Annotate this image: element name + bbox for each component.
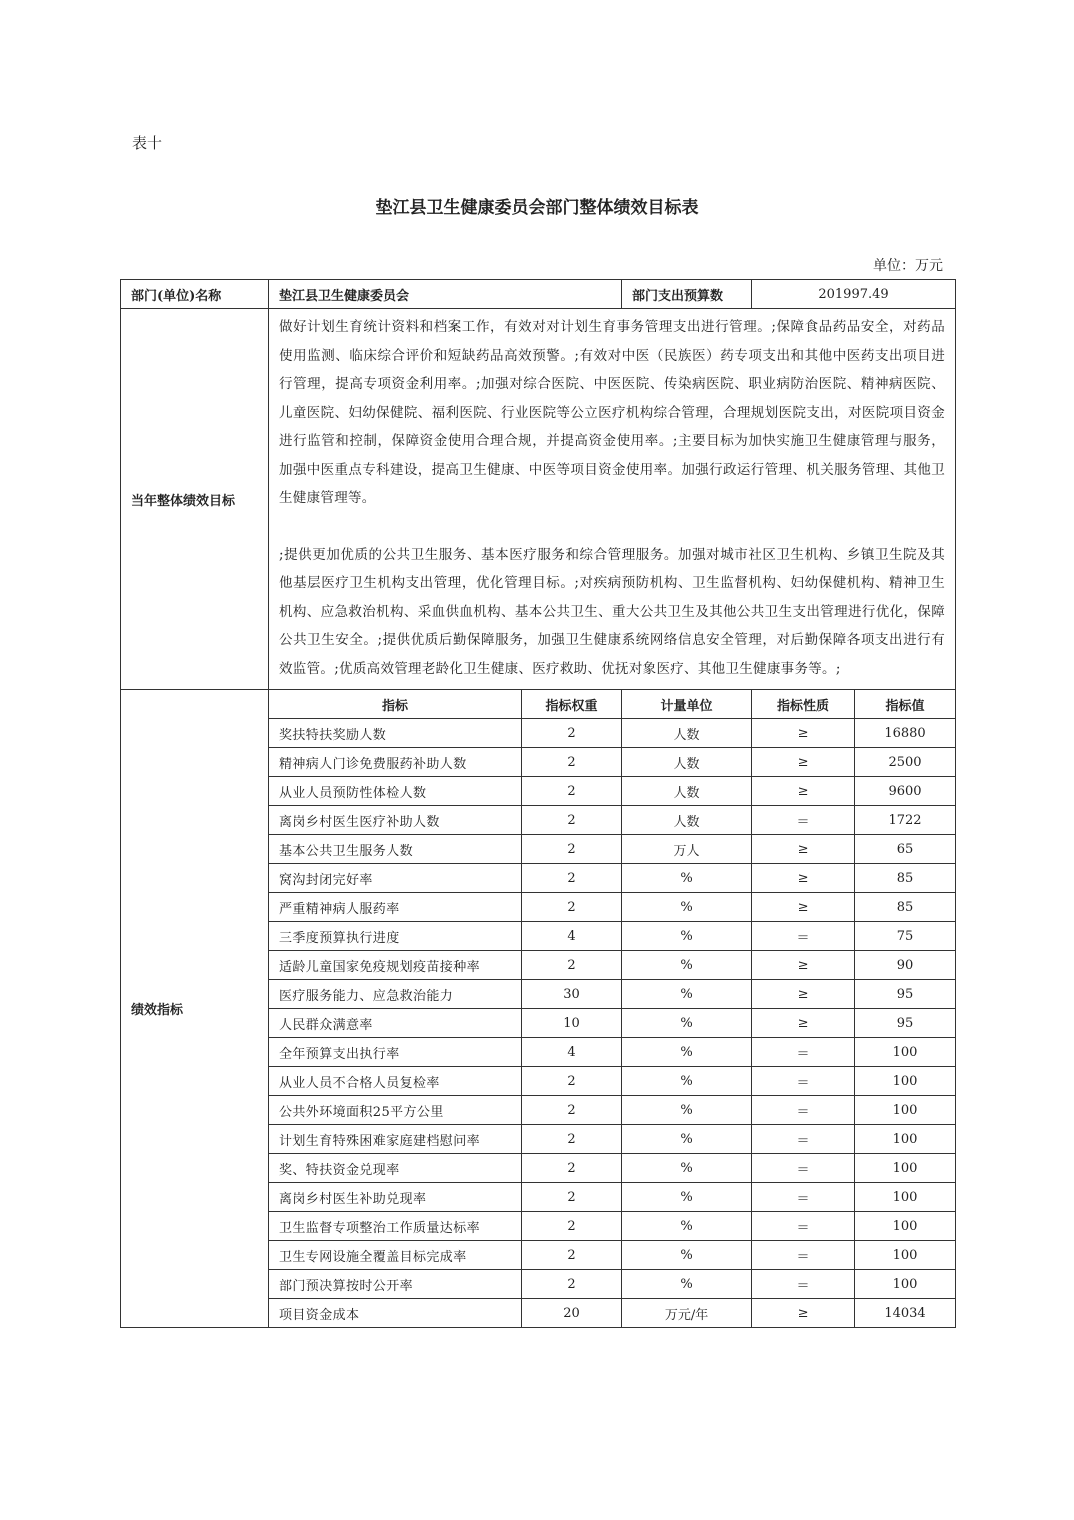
indicator-name: 卫生专网设施全覆盖目标完成率 [269, 1241, 522, 1270]
indicator-value: 2500 [855, 748, 956, 777]
indicator-weight: 2 [522, 1183, 622, 1212]
indicator-name: 离岗乡村医生补助兑现率 [269, 1183, 522, 1212]
indicator-name: 从业人员预防性体检人数 [269, 777, 522, 806]
indicator-value: 100 [855, 1154, 956, 1183]
indicator-nature: ≥ [752, 777, 855, 806]
indicator-nature: ＝ [752, 1038, 855, 1067]
indicator-nature: ≥ [752, 980, 855, 1009]
indicator-name: 三季度预算执行进度 [269, 922, 522, 951]
indicator-nature: ≥ [752, 719, 855, 748]
indicator-nature: ＝ [752, 1270, 855, 1299]
col-header-nature: 指标性质 [752, 690, 855, 719]
indicator-nature: ≥ [752, 1299, 855, 1328]
indicator-weight: 2 [522, 1096, 622, 1125]
goal-row [121, 309, 956, 690]
indicator-unit: 万人 [622, 835, 752, 864]
budget-value: 201997.49 [752, 280, 956, 309]
indicator-value: 95 [855, 1009, 956, 1038]
indicator-label: 绩效指标 [121, 690, 269, 1328]
indicator-value: 1722 [855, 806, 956, 835]
indicator-weight: 2 [522, 748, 622, 777]
indicator-value: 14034 [855, 1299, 956, 1328]
indicator-weight: 30 [522, 980, 622, 1009]
indicator-weight: 2 [522, 777, 622, 806]
indicator-weight: 2 [522, 1154, 622, 1183]
performance-table [120, 279, 956, 1328]
indicator-nature: ＝ [752, 1212, 855, 1241]
indicator-value: 9600 [855, 777, 956, 806]
indicator-weight: 10 [522, 1009, 622, 1038]
goal-paragraph-1: 做好计划生育统计资料和档案工作，有效对对计划生育事务管理支出进行管理。;保障食品药品安全，对药品使用监测、临床综合评价和短缺药品高效预警。;有效对中医（民族医）药专项支出和其他中医药支出项目进行管理，提高专项资金利用率。;加强对综合医院、中医医院、传染病医院、职业病防治医院、精神病医院、儿童医院、妇幼保健院、福利医院、行业医院等公立医疗机构综合管理，合理规划医院支出，对医院项目资金进行监管和控制，保障资金使用合理合规，并提高资金使用率。;主要目标为加快实施卫生健康管理与服务，加强中医重点专科建设，提高卫生健康、中医等项目资金使用率。加强行政运行管理、机关服务管理、其他卫生健康管理等。 [279, 319, 946, 506]
indicator-nature: ≥ [752, 1009, 855, 1038]
indicator-weight: 2 [522, 719, 622, 748]
indicator-value: 100 [855, 1125, 956, 1154]
indicator-weight: 20 [522, 1299, 622, 1328]
indicator-unit: % [622, 1067, 752, 1096]
indicator-nature: ＝ [752, 1183, 855, 1212]
indicator-weight: 4 [522, 922, 622, 951]
indicator-name: 卫生监督专项整治工作质量达标率 [269, 1212, 522, 1241]
indicator-nature: ＝ [752, 1096, 855, 1125]
indicator-unit: % [622, 922, 752, 951]
indicator-name: 全年预算支出执行率 [269, 1038, 522, 1067]
indicator-name: 项目资金成本 [269, 1299, 522, 1328]
indicator-unit: 人数 [622, 719, 752, 748]
indicator-unit: % [622, 1183, 752, 1212]
indicator-name: 公共外环境面积25平方公里 [269, 1096, 522, 1125]
indicator-name: 基本公共卫生服务人数 [269, 835, 522, 864]
indicator-unit: 人数 [622, 777, 752, 806]
indicator-nature: ≥ [752, 893, 855, 922]
indicator-name: 奖扶特扶奖励人数 [269, 719, 522, 748]
indicator-unit: % [622, 1096, 752, 1125]
indicator-nature: ＝ [752, 806, 855, 835]
indicator-nature: ≥ [752, 951, 855, 980]
indicator-weight: 2 [522, 806, 622, 835]
indicator-weight: 4 [522, 1038, 622, 1067]
indicator-value: 90 [855, 951, 956, 980]
indicator-unit: % [622, 1038, 752, 1067]
indicator-header-row [121, 690, 956, 719]
indicator-value: 100 [855, 1270, 956, 1299]
indicator-weight: 2 [522, 1067, 622, 1096]
goal-label: 当年整体绩效目标 [121, 309, 269, 690]
indicator-weight: 2 [522, 835, 622, 864]
indicator-value: 85 [855, 864, 956, 893]
indicator-value: 100 [855, 1067, 956, 1096]
indicator-value: 100 [855, 1212, 956, 1241]
indicator-value: 85 [855, 893, 956, 922]
indicator-weight: 2 [522, 1241, 622, 1270]
indicator-weight: 2 [522, 1212, 622, 1241]
budget-label: 部门支出预算数 [622, 280, 752, 309]
dept-name: 垫江县卫生健康委员会 [269, 280, 622, 309]
indicator-nature: ＝ [752, 922, 855, 951]
indicator-weight: 2 [522, 864, 622, 893]
goal-paragraph-2: ;提供更加优质的公共卫生服务、基本医疗服务和综合管理服务。加强对城市社区卫生机构、乡镇卫生院及其他基层医疗卫生机构支出管理，优化管理目标。;对疾病预防机构、卫生监督机构、妇幼保健机构、精神卫生机构、应急救治机构、采血供血机构、基本公共卫生、重大公共卫生及其他公共卫生支出管理进行优化，保障公共卫生安全。;提供优质后勤保障服务，加强卫生健康系统网络信息安全管理，对后勤保障各项支出进行有效监管。;优质高效管理老龄化卫生健康、医疗救助、优抚对象医疗、其他卫生健康事务等。; [279, 546, 946, 677]
indicator-unit: 人数 [622, 748, 752, 777]
table-number: 表十 [132, 134, 163, 152]
indicator-weight: 2 [522, 1125, 622, 1154]
indicator-unit: % [622, 1212, 752, 1241]
indicator-weight: 2 [522, 893, 622, 922]
indicator-unit: % [622, 1154, 752, 1183]
indicator-name: 从业人员不合格人员复检率 [269, 1067, 522, 1096]
indicator-weight: 2 [522, 1270, 622, 1299]
indicator-unit: % [622, 864, 752, 893]
indicator-name: 离岗乡村医生医疗补助人数 [269, 806, 522, 835]
indicator-unit: 人数 [622, 806, 752, 835]
dept-row [121, 280, 956, 309]
indicator-value: 16880 [855, 719, 956, 748]
indicator-unit: % [622, 1009, 752, 1038]
col-header-value: 指标值 [855, 690, 956, 719]
indicator-name: 奖、特扶资金兑现率 [269, 1154, 522, 1183]
indicator-name: 窝沟封闭完好率 [269, 864, 522, 893]
col-header-indicator: 指标 [269, 690, 522, 719]
goal-text [269, 309, 956, 690]
indicator-unit: % [622, 1125, 752, 1154]
indicator-name: 医疗服务能力、应急救治能力 [269, 980, 522, 1009]
indicator-nature: ≥ [752, 864, 855, 893]
indicator-unit: 万元/年 [622, 1299, 752, 1328]
indicator-name: 适龄儿童国家免疫规划疫苗接种率 [269, 951, 522, 980]
indicator-unit: % [622, 893, 752, 922]
indicator-value: 75 [855, 922, 956, 951]
indicator-unit: % [622, 1241, 752, 1270]
indicator-name: 严重精神病人服药率 [269, 893, 522, 922]
indicator-nature: ＝ [752, 1154, 855, 1183]
page-title: 垫江县卫生健康委员会部门整体绩效目标表 [375, 198, 699, 218]
indicator-name: 部门预决算按时公开率 [269, 1270, 522, 1299]
unit-label: 单位：万元 [873, 258, 943, 274]
indicator-weight: 2 [522, 951, 622, 980]
indicator-nature: ≥ [752, 748, 855, 777]
dept-label: 部门(单位)名称 [121, 280, 269, 309]
col-header-unit: 计量单位 [622, 690, 752, 719]
indicator-name: 精神病人门诊免费服药补助人数 [269, 748, 522, 777]
indicator-unit: % [622, 980, 752, 1009]
indicator-value: 100 [855, 1183, 956, 1212]
indicator-unit: % [622, 951, 752, 980]
indicator-name: 计划生育特殊困难家庭建档慰问率 [269, 1125, 522, 1154]
indicator-nature: ＝ [752, 1125, 855, 1154]
indicator-value: 100 [855, 1096, 956, 1125]
indicator-value: 65 [855, 835, 956, 864]
indicator-nature: ≥ [752, 835, 855, 864]
indicator-nature: ＝ [752, 1241, 855, 1270]
indicator-name: 人民群众满意率 [269, 1009, 522, 1038]
indicator-nature: ＝ [752, 1067, 855, 1096]
indicator-value: 95 [855, 980, 956, 1009]
indicator-value: 100 [855, 1241, 956, 1270]
col-header-weight: 指标权重 [522, 690, 622, 719]
indicator-value: 100 [855, 1038, 956, 1067]
indicator-unit: % [622, 1270, 752, 1299]
